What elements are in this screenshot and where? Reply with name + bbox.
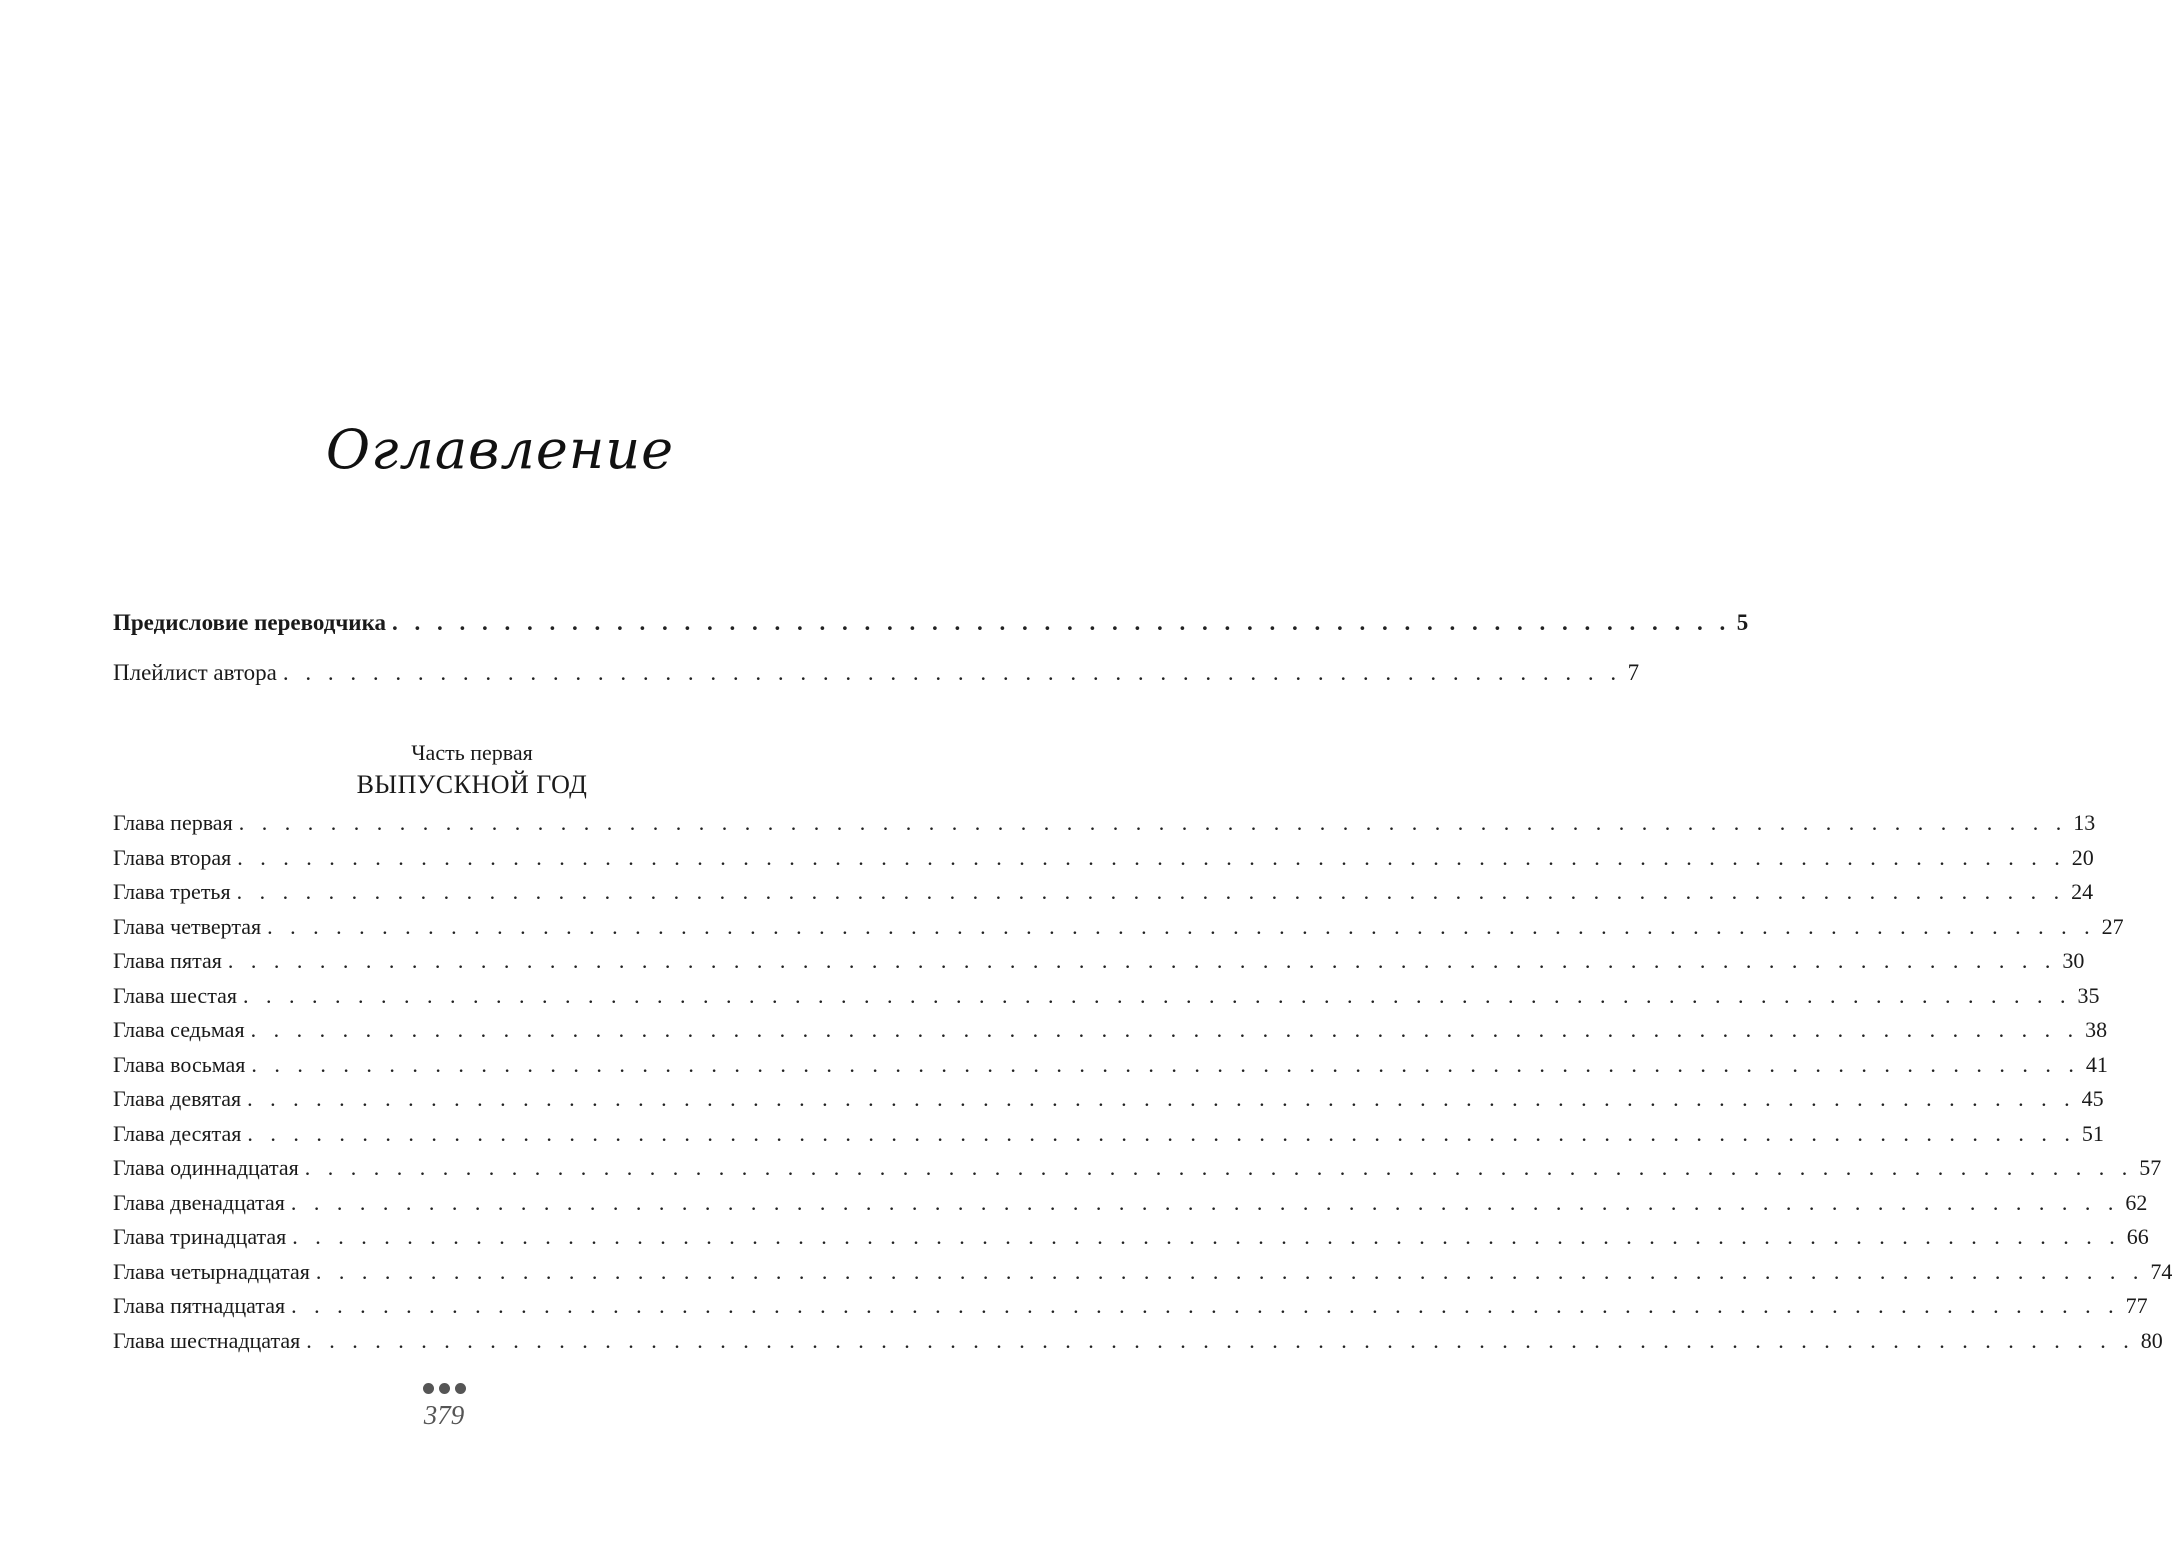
dot-leader: . . . . . . . . . . . . . . . . . . . . . . . . . . . . . . . . . . . . . . . . . . . . . . . . . . . . . . . . . . . . . . . . . . . . . . . . . . . . . . . . — [236, 879, 2066, 904]
toc-entry-chapter[interactable] — [113, 1082, 2104, 1117]
toc-entry-label: Предисловие переводчика — [113, 610, 386, 635]
toc-entry-page: 20 — [2071, 844, 2094, 870]
toc-entry-chapter[interactable] — [113, 1048, 2108, 1083]
part-subtitle: Часть первая — [411, 740, 533, 765]
toc-entry-page: 62 — [2125, 1189, 2148, 1215]
toc-entry-chapter[interactable] — [113, 979, 2100, 1014]
dot-leader: . . . . . . . . . . . . . . . . . . . . . . . . . . . . . . . . . . . . . . . . . . . . . . . . . . . . . . . . . . . . . . . . . . . . . . . . . . . . . . . . — [306, 1327, 2135, 1353]
ornament-dots — [0, 1378, 944, 1399]
dot-leader: . . . . . . . . . . . . . . . . . . . . . . . . . . . . . . . . . . . . . . . . . . . . . . . . . . . . . . . . . . . . . . . . . . . . . . . . . . . . . . . . — [267, 913, 2096, 939]
toc-entry-chapter[interactable] — [113, 1117, 2104, 1152]
toc-entry-chapter[interactable] — [113, 1324, 2163, 1359]
front-matter-list — [113, 598, 1749, 698]
toc-entry-label: Глава пятнадцатая — [113, 1293, 286, 1318]
toc-entry-page: 51 — [2081, 1120, 2104, 1146]
dot-leader: . . . . . . . . . . . . . . . . . . . . . . . . . . . . . . . . . . . . . . . . . . . . . . . . . . . . . . . . . . . . . . . . . . . . . . . . . . . . . . . . — [290, 1189, 2120, 1215]
toc-entry-label: Глава третья — [113, 879, 231, 904]
dot-leader: . . . . . . . . . . . . . . . . . . . . . . . . . . . . . . . . . . . . . . . . . . . . . . . . . . . . . . . . . . . . . . . . . . . . . . . . . . . . . . . . — [247, 1086, 2076, 1111]
toc-entry-chapter[interactable] — [113, 806, 2096, 841]
toc-entry-page: 27 — [2101, 913, 2124, 939]
toc-entry-page: 5 — [1736, 610, 1749, 635]
toc-entry-page: 30 — [2062, 948, 2085, 973]
toc-entry-author-playlist[interactable] — [113, 648, 1640, 698]
toc-entry-label: Глава пятая — [113, 948, 222, 973]
toc-entry-chapter[interactable] — [113, 1186, 2148, 1221]
page-number: 379 — [423, 1400, 465, 1430]
toc-entry-page: 13 — [2073, 810, 2096, 835]
toc-entry-label: Глава первая — [113, 810, 233, 835]
dot-leader: . . . . . . . . . . . . . . . . . . . . . . . . . . . . . . . . . . . . . . . . . . . . . . . . . . . . . . . . . . . . . . . . . . . . . . . . . . . . . . . . — [227, 948, 2057, 973]
toc-entry-page: 45 — [2081, 1086, 2104, 1111]
dot-leader: . . . . . . . . . . . . . . . . . . . . . . . . . . . . . . . . . . . . . . . . . . . . . . . . . . . . . . . . . . . . . . . . . . . . . . . . . . . . . . . . — [292, 1224, 2121, 1249]
dot-leader: . . . . . . . . . . . . . . . . . . . . . . . . . . . . . . . . . . . . . . . . . . . . . . . . . . . . . . . . . . . . . . . . . . . . . . . . . . . . . . . . — [242, 982, 2072, 1008]
toc-entry-page: 38 — [2085, 1017, 2108, 1042]
dot-leader: . . . . . . . . . . . . . . . . . . . . . . . . . . . . . . . . . . . . . . . . . . . . . . . . . . . . . . . . . . . . . . . . . . . . . . . . . . . . . . . . — [238, 810, 2068, 835]
dot-leader: . . . . . . . . . . . . . . . . . . . . . . . . . . . . . . . . . . . . . . . . . . . . . . . . . . . . . . . . . . . . . . . . . . . . . . . . . . . . . . . . — [247, 1120, 2076, 1146]
toc-entry-label: Плейлист автора — [113, 660, 277, 685]
toc-entry-label: Глава шестая — [113, 982, 237, 1008]
dot-leader: . . . . . . . . . . . . . . . . . . . . . . . . . . . . . . . . . . . . . . . . . . . . . . . . . . . . . . . . . . . . . . . . . . . . . . . . . . . . . . . . — [291, 1293, 2120, 1318]
toc-entry-label: Глава десятая — [113, 1120, 242, 1146]
toc-entry-label: Глава двенадцатая — [113, 1189, 285, 1215]
toc-entry-label: Глава девятая — [113, 1086, 242, 1111]
toc-entry-label: Глава четырнадцатая — [113, 1258, 310, 1284]
toc-entry-page: 57 — [2139, 1155, 2162, 1180]
toc-entry-page: 7 — [1627, 660, 1640, 685]
toc-entry-chapter[interactable] — [113, 1220, 2149, 1255]
chapter-list — [113, 806, 2172, 1358]
toc-entry-label: Глава тринадцатая — [113, 1224, 287, 1249]
toc-entry-page: 74 — [2150, 1258, 2172, 1284]
toc-entry-page: 80 — [2140, 1327, 2163, 1353]
toc-entry-page: 41 — [2085, 1051, 2108, 1077]
toc-entry-chapter[interactable] — [113, 841, 2094, 876]
toc-entry-label: Глава вторая — [113, 844, 232, 870]
toc-entry-chapter[interactable] — [113, 1255, 2172, 1290]
toc-entry-chapter[interactable] — [113, 1289, 2148, 1324]
toc-entry-page: 35 — [2077, 982, 2100, 1008]
toc-entry-label: Глава седьмая — [113, 1017, 245, 1042]
dot-leader: . . . . . . . . . . . . . . . . . . . . . . . . . . . . . . . . . . . . . . . . . . . . . . . . . . . . . . . . . . . . . . . . . . . . . . . . . . . . . . . . — [237, 844, 2066, 870]
toc-entry-chapter[interactable] — [113, 1151, 2162, 1186]
toc-entry-label: Глава четвертая — [113, 913, 262, 939]
toc-entry-translator-preface[interactable] — [113, 598, 1749, 648]
toc-entry-chapter[interactable] — [113, 910, 2124, 945]
toc-entry-label: Глава шестнадцатая — [113, 1327, 301, 1353]
dot-leader: . . . . . . . . . . . . . . . . . . . . . . . . . . . . . . . . . . . . . . . . . . . . . . . . . . . . . . . . . . . . — [282, 660, 1622, 685]
part-header — [0, 738, 1000, 802]
part-title: ВЫПУСКНОЙ ГОД — [356, 770, 588, 799]
dot-leader: . . . . . . . . . . . . . . . . . . . . . . . . . . . . . . . . . . . . . . . . . . . . . . . . . . . . . . . . . . . . . . . . . . . . . . . . . . . . . . . . — [250, 1017, 2080, 1042]
toc-entry-label: Глава восьмая — [113, 1051, 246, 1077]
toc-entry-page: 77 — [2125, 1293, 2148, 1318]
toc-entry-chapter[interactable] — [113, 944, 2085, 979]
toc-entry-page: 66 — [2126, 1224, 2149, 1249]
dot-leader: . . . . . . . . . . . . . . . . . . . . . . . . . . . . . . . . . . . . . . . . . . . . . . . . . . . . . . . . . . . . — [391, 610, 1731, 635]
toc-entry-chapter[interactable] — [113, 1013, 2108, 1048]
toc-entry-chapter[interactable] — [113, 875, 2094, 910]
dot-leader: . . . . . . . . . . . . . . . . . . . . . . . . . . . . . . . . . . . . . . . . . . . . . . . . . . . . . . . . . . . . . . . . . . . . . . . . . . . . . . . . — [315, 1258, 2145, 1284]
toc-entry-page: 24 — [2071, 879, 2094, 904]
toc-entry-label: Глава одиннадцатая — [113, 1155, 299, 1180]
dot-leader: . . . . . . . . . . . . . . . . . . . . . . . . . . . . . . . . . . . . . . . . . . . . . . . . . . . . . . . . . . . . . . . . . . . . . . . . . . . . . . . . — [304, 1155, 2134, 1180]
toc-title: Оглавление — [325, 418, 675, 481]
dot-leader: . . . . . . . . . . . . . . . . . . . . . . . . . . . . . . . . . . . . . . . . . . . . . . . . . . . . . . . . . . . . . . . . . . . . . . . . . . . . . . . . — [251, 1051, 2080, 1077]
